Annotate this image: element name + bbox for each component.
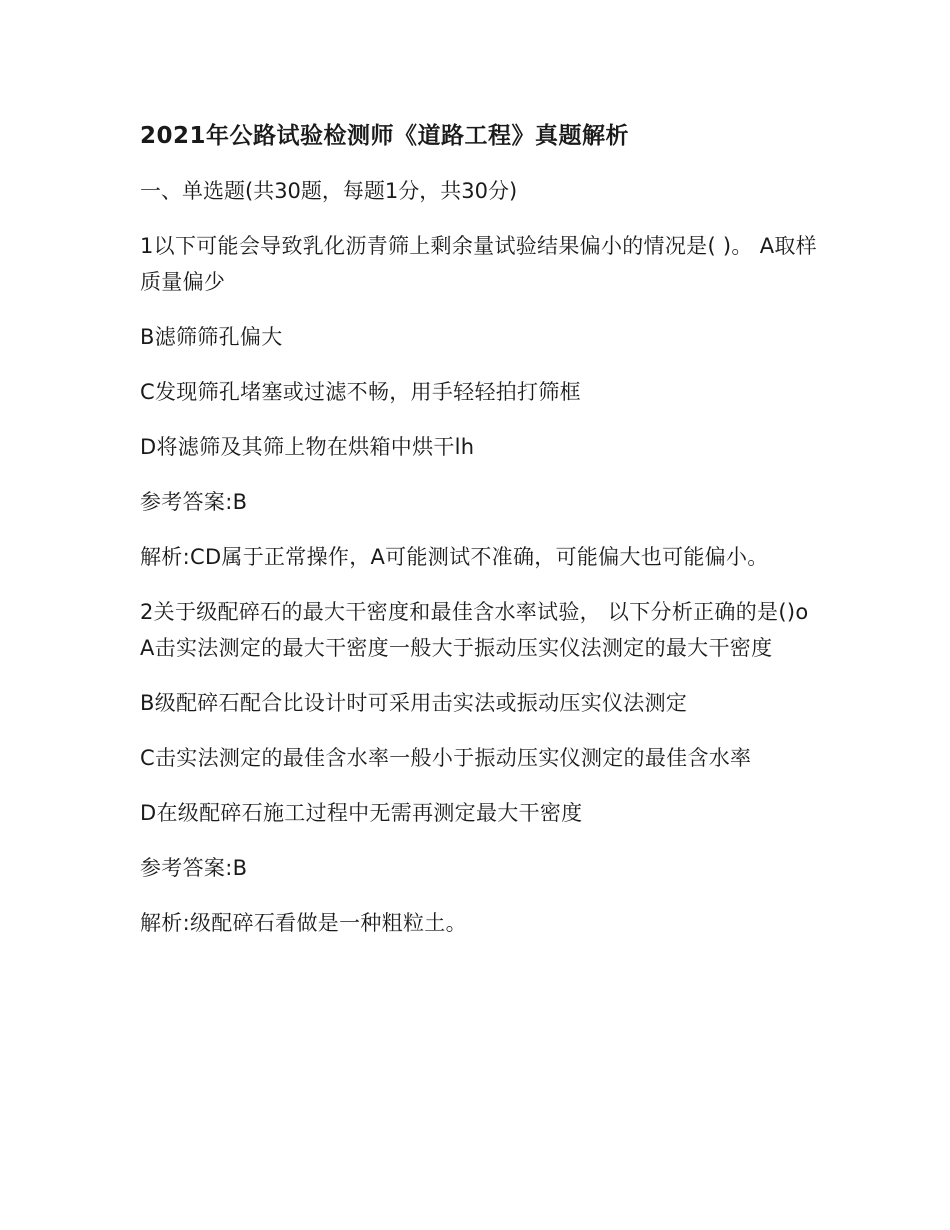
analysis-text: 解析:CD属于正常操作，A可能测试不准确，可能偏大也可能偏小。: [140, 545, 769, 569]
question-stem: 1以下可能会导致乳化沥青筛上剩余量试验结果偏小的情况是( )。 A取样质量偏少: [140, 234, 817, 294]
option-c: C击实法测定的最佳含水率一般小于振动压实仪测定的最佳含水率: [140, 746, 752, 770]
question-2: [140, 594, 820, 941]
document-title: 2021年公路试验检测师《道路工程》真题解析: [140, 123, 630, 149]
option-b: B滤筛筛孔偏大: [140, 325, 283, 349]
option-d: D将滤筛及其筛上物在烘箱中烘干lh: [140, 435, 475, 459]
question-1: [140, 228, 820, 575]
analysis-text: 解析:级配碎石看做是一种粗粒土。: [140, 911, 467, 935]
question-stem: 2关于级配碎石的最大干密度和最佳含水率试验， 以下分析正确的是()o A击实法测定的最大干密度一般大于振动压实仪法测定的最大干密度: [140, 600, 809, 660]
section-heading: 一、单选题(共30题，每题1分，共30分): [140, 179, 518, 203]
reference-answer: 参考答案:B: [140, 856, 248, 880]
option-d: D在级配碎石施工过程中无需再测定最大干密度: [140, 801, 583, 825]
document-page: [140, 118, 820, 960]
option-b: B级配碎石配合比设计时可采用击实法或振动压实仪法测定: [140, 691, 688, 715]
reference-answer: 参考答案:B: [140, 490, 248, 514]
option-c: C发现筛孔堵塞或过滤不畅，用手轻轻拍打筛框: [140, 380, 581, 404]
